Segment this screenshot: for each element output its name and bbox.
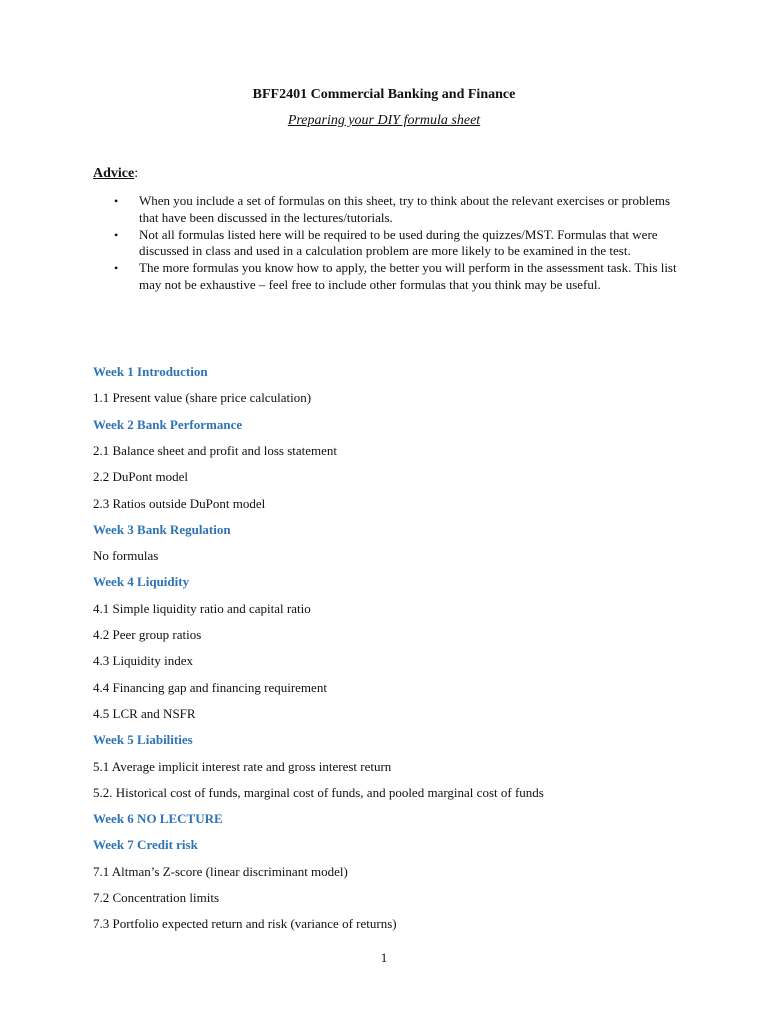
week-heading: Week 4 Liquidity: [93, 574, 190, 590]
bullet-icon: •: [114, 227, 119, 242]
week-heading: Week 1 Introduction: [93, 364, 208, 379]
week-heading: Week 3 Bank Regulation: [93, 521, 231, 537]
advice-bullet: [93, 260, 683, 294]
formula-item: 2.3 Ratios outside DuPont model: [93, 495, 266, 511]
week-heading: Week 2 Bank Performance: [93, 416, 243, 432]
formula-item: 7.2 Concentration limits: [93, 890, 220, 905]
advice-colon: :: [134, 166, 139, 181]
formula-item: 2.1 Balance sheet and profit and loss statement: [93, 442, 338, 458]
document-subtitle: Preparing your DIY formula sheet: [287, 113, 481, 128]
formula-item: 4.1 Simple liquidity ratio and capital ratio: [93, 600, 311, 616]
formula-item: 7.3 Portfolio expected return and risk (variance of returns): [93, 916, 397, 932]
week-heading: Week 6 NO LECTURE: [93, 811, 223, 827]
document-title: BFF2401 Commercial Banking and Finance: [252, 87, 516, 102]
bullet-icon: •: [114, 194, 119, 208]
formula-item: 5.1 Average implicit interest rate and gross interest return: [93, 758, 392, 774]
bullet-icon: •: [114, 261, 119, 276]
formula-item: 4.4 Financing gap and financing requirement: [93, 679, 327, 695]
advice-bullet-text: Not all formulas listed here will be required to be used during the quizzes/MST. Formulas that were discussed in class and used in a calculation problem are more likely to be examined in the test.: [139, 226, 658, 259]
formula-item: 1.1 Present value (share price calculation): [93, 390, 312, 406]
advice-label: Advice: [93, 166, 135, 181]
formula-item: 7.1 Altman’s Z-score (linear discriminant model): [93, 863, 348, 879]
week-heading: Week 7 Credit risk: [93, 837, 198, 853]
page-number: 1: [380, 950, 388, 965]
formula-item: 4.3 Liquidity index: [93, 653, 194, 669]
formula-item: 2.2 DuPont model: [93, 469, 188, 485]
formula-item: 4.5 LCR and NSFR: [93, 705, 196, 721]
advice-heading: [93, 166, 138, 182]
week-heading: Week 5 Liabilities: [93, 732, 193, 748]
advice-bullet-list: [93, 193, 683, 294]
advice-bullet: [93, 227, 683, 261]
formula-item: No formulas: [93, 548, 159, 564]
advice-bullet: [93, 193, 683, 227]
formula-item: 5.2. Historical cost of funds, marginal cost of funds, and pooled marginal cost of funds: [93, 784, 544, 800]
formula-item: 4.2 Peer group ratios: [93, 627, 202, 642]
advice-bullet-text: When you include a set of formulas on this sheet, try to think about the relevant exercises or problems that have been discussed in the lectures/tutorials.: [139, 193, 671, 225]
advice-bullet-text: The more formulas you know how to apply, the better you will perform in the assessment task. This list may not be exhaustive – feel free to include other formulas that you think may be useful.: [139, 260, 677, 292]
